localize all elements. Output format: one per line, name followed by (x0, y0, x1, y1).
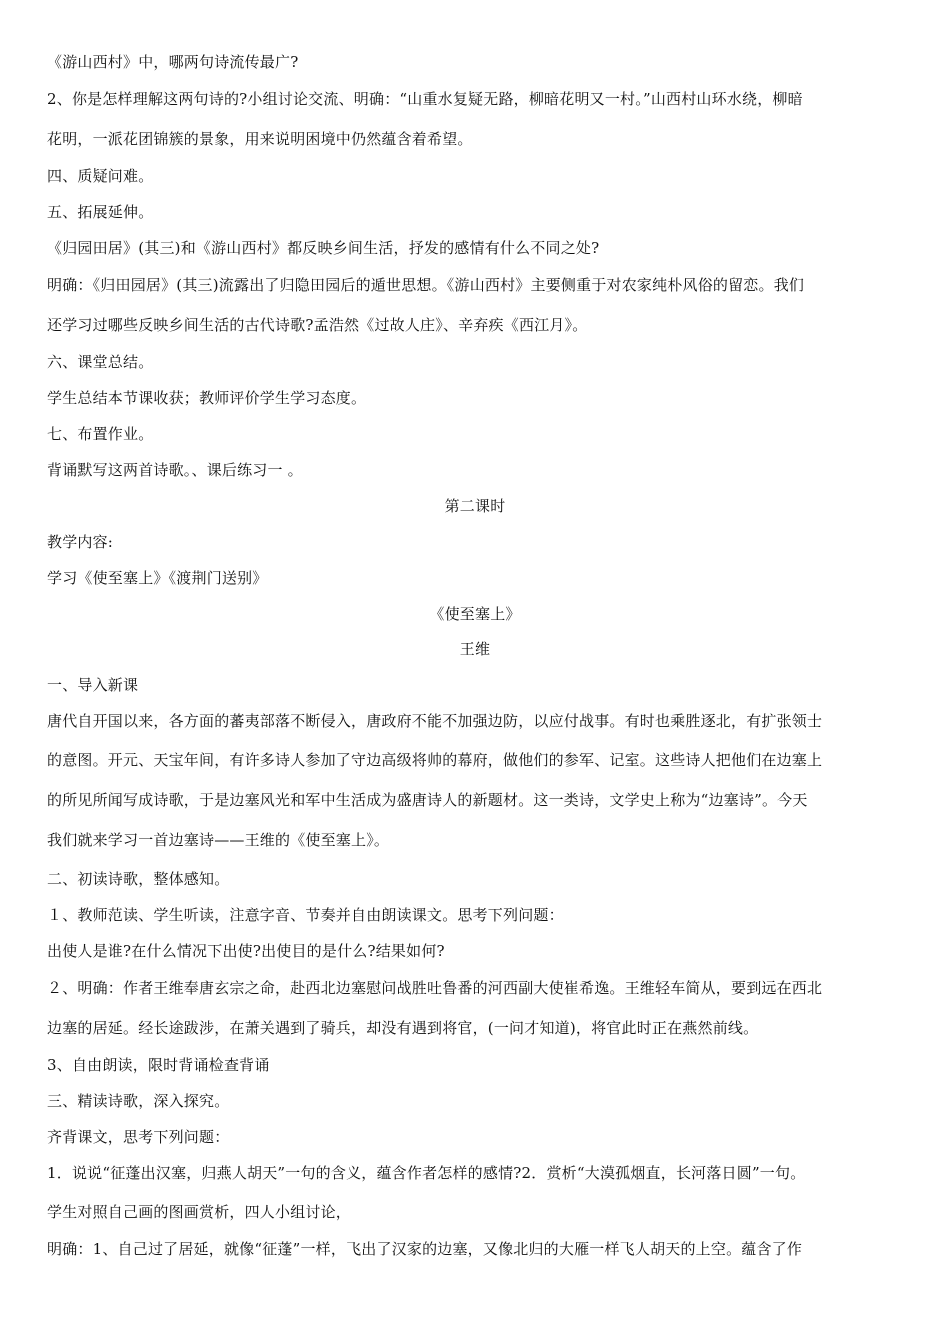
text-line: 1．说说“征蓬出汉塞，归燕人胡天”一句的含义，蕴含作者怎样的感情?2．赏析“大漠孤烟直，长河落日圆”一句。 (47, 1164, 806, 1182)
text-line: １、教师范读、学生听读，注意字音、节奏并自由朗读课文。思考下列问题： (47, 906, 564, 924)
text-line: 边塞的居延。经长途跋涉，在萧关遇到了骑兵，却没有遇到将官，(一问才知道)，将官此时正在燕然前线。 (47, 1019, 759, 1037)
poem-author: 王维 (459, 640, 491, 658)
text-line: 齐背课文，思考下列问题： (47, 1128, 230, 1146)
text-line: 学习《使至塞上》《渡荆门送别》 (47, 569, 268, 587)
section-heading: 五、拓展延伸。 (47, 203, 154, 221)
text-line: 3、自由朗读，限时背诵检查背诵 (47, 1056, 270, 1074)
text-line: 出使人是谁?在什么情况下出使?出使目的是什么?结果如何? (47, 942, 445, 960)
text-line: 的所见所闻写成诗歌，于是边塞风光和军中生活成为盛唐诗人的新题材。这一类诗，文学史上称为“边塞诗”。今天 (47, 791, 808, 809)
text-line: 2、你是怎样理解这两句诗的?小组讨论交流、明确：“山重水复疑无路，柳暗花明又一村。”山西村山环水绕，柳暗 (47, 90, 803, 108)
text-line: 背诵默写这两首诗歌。、课后练习一 。 (47, 461, 303, 479)
section-heading: 六、课堂总结。 (47, 353, 154, 371)
text-line: 学生对照自己画的图画赏析，四人小组讨论， (47, 1203, 352, 1221)
section-heading: 一、导入新课 (47, 676, 139, 694)
section-heading: 二、初读诗歌，整体感知。 (47, 870, 230, 888)
section-heading: 七、布置作业。 (47, 425, 154, 443)
text-line: 学生总结本节课收获；教师评价学生学习态度。 (47, 389, 367, 407)
text-line: 我们就来学习一首边塞诗——王维的《使至塞上》。 (47, 831, 390, 849)
poem-title: 《使至塞上》 (429, 605, 521, 623)
text-line: ２、明确：作者王维奉唐玄宗之命，赴西北边塞慰问战胜吐鲁番的河西副大使崔希逸。王维轻车简从，要到远在西北 (47, 979, 823, 997)
text-line: 唐代自开国以来，各方面的蕃夷部落不断侵入，唐政府不能不加强边防，以应付战事。有时也乘胜逐北，有扩张领士 (47, 712, 823, 730)
text-line: 花明，一派花团锦簇的景象，用来说明困境中仍然蕴含着希望。 (47, 130, 473, 148)
section-heading: 四、质疑问难。 (47, 167, 154, 185)
text-line: 《游山西村》中，哪两句诗流传最广? (47, 53, 299, 71)
text-line: 的意图。开元、天宝年间，有许多诗人参加了守边高级将帅的幕府，做他们的参军、记室。这些诗人把他们在边塞上 (47, 751, 823, 769)
lesson-title: 第二课时 (444, 497, 506, 515)
section-heading: 三、精读诗歌，深入探究。 (47, 1092, 230, 1110)
text-line: 明确：《归田园居》(其三)流露出了归隐田园后的遁世思想。《游山西村》主要侧重于对农家纯朴风俗的留恋。我们 (47, 276, 805, 294)
text-line: 教学内容: (47, 533, 114, 551)
text-line: 还学习过哪些反映乡间生活的古代诗歌?孟浩然《过故人庄》、辛弃疾《西江月》。 (47, 316, 588, 334)
text-line: 《归园田居》(其三)和《游山西村》都反映乡间生活，抒发的感情有什么不同之处? (47, 239, 600, 257)
text-line: 明确：1、自己过了居延，就像“征蓬”一样，飞出了汉家的边塞，又像北归的大雁一样飞人胡天的上空。蕴含了作 (47, 1240, 803, 1258)
